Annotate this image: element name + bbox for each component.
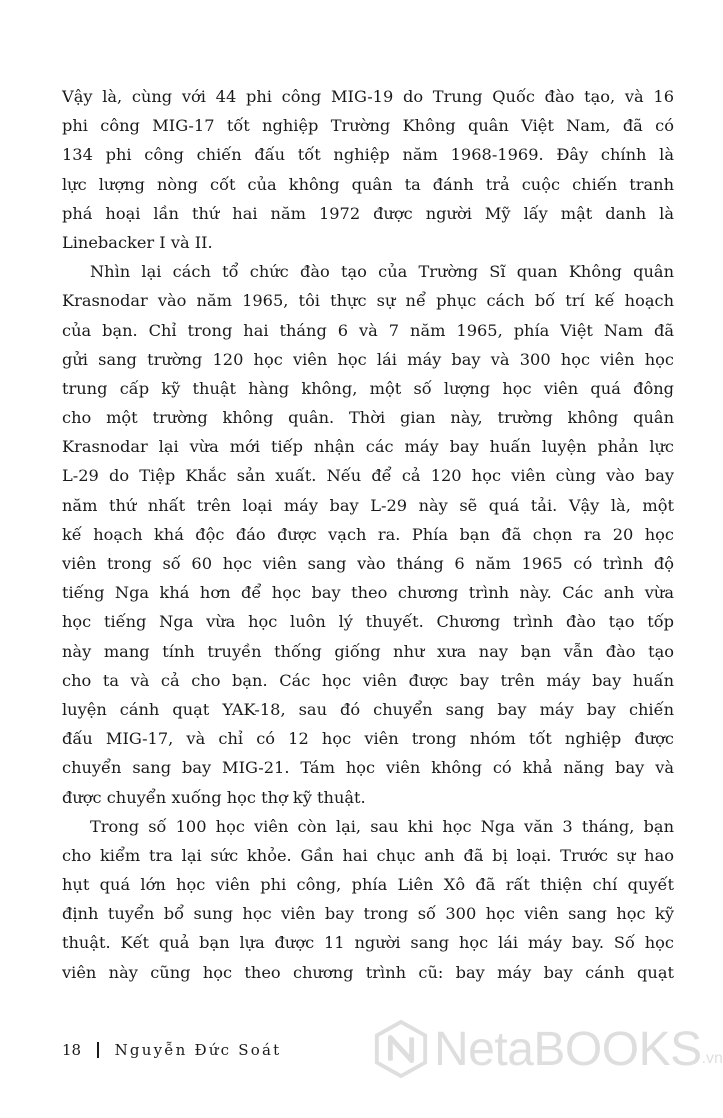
text-line: tiếng Nga khá hơn để học bay theo chương trình này. Các anh vừa [62,583,674,603]
text-line: phá hoại lần thứ hai năm 1972 được người Mỹ lấy mật danh là [62,203,674,223]
text-line: lực lượng nòng cốt của không quân ta đánh trả cuộc chiến tranh [62,174,674,194]
text-line: gửi sang trường 120 học viên học lái máy bay và 300 học viên học [62,349,674,369]
text-line: này mang tính truyền thống giống như xưa nay bạn vẫn đào tạo [62,641,674,661]
text-line: được chuyển xuống học thợ kỹ thuật. [62,787,366,807]
text-line: Linebacker I và II. [62,232,213,252]
watermark [372,1020,723,1078]
text-line: Krasnodar vào năm 1965, tôi thực sự nể phục cách bố trí kế hoạch [62,291,674,311]
text-line: cho ta và cả cho bạn. Các học viên được bay trên máy bay huấn [62,670,674,690]
text-line: Trong số 100 học viên còn lại, sau khi học Nga văn 3 tháng, bạn [90,816,674,836]
text-line: năm thứ nhất trên loại máy bay L-29 này sẽ quá tải. Vậy là, một [62,495,674,515]
text-line: luyện cánh quạt YAK-18, sau đó chuyển sang bay máy bay chiến [62,699,674,719]
text-line: viên trong số 60 học viên sang vào tháng 6 năm 1965 có trình độ [62,554,674,573]
footer-divider [97,1042,99,1058]
text-line: Krasnodar lại vừa mới tiếp nhận các máy bay huấn luyện phản lực [62,437,674,457]
text-line: định tuyển bổ sung học viên bay trong số 300 học viên sang học kỹ [62,904,674,924]
text-line: kế hoạch khá độc đáo được vạch ra. Phía bạn đã chọn ra 20 học [62,524,674,544]
body-text [62,82,674,987]
text-line: Vậy là, cùng với 44 phi công MIG-19 do Trung Quốc đào tạo, và 16 [62,87,674,106]
text-line: chuyển sang bay MIG-21. Tám học viên không có khả năng bay và [62,758,674,778]
neta-logo-icon [372,1020,430,1078]
text-line: phi công MIG-17 tốt nghiệp Trường Không quân Việt Nam, đã có [62,116,674,136]
text-line: L-29 do Tiệp Khắc sản xuất. Nếu để cả 120 học viên cùng vào bay [62,466,674,486]
text-line: Nhìn lại cách tổ chức đào tạo của Trường Sĩ quan Không quân [90,262,674,282]
text-line: đấu MIG-17, và chỉ có 12 học viên trong nhóm tốt nghiệp được [62,729,674,749]
text-line: viên này cũng học theo chương trình cũ: bay máy bay cánh quạt [62,962,674,982]
watermark-brand: NetaBOOKS [434,1022,702,1076]
text-line: thuật. Kết quả bạn lựa được 11 người sang học lái máy bay. Số học [62,933,674,953]
page-footer [62,1041,281,1059]
text-line: học tiếng Nga vừa học luôn lý thuyết. Chương trình đào tạo tốp [62,612,674,632]
watermark-suffix: .vn [701,1050,723,1067]
page-number: 18 [62,1041,82,1059]
text-line: trung cấp kỹ thuật hàng không, một số lượng học viên quá đông [62,378,674,398]
text-line: của bạn. Chỉ trong hai tháng 6 và 7 năm 1965, phía Việt Nam đã [62,320,674,340]
author-name: Nguyễn Đức Soát [114,1041,282,1059]
text-line: 134 phi công chiến đấu tốt nghiệp năm 1968-1969. Đây chính là [62,145,674,165]
text-line: hụt quá lớn học viên phi công, phía Liên Xô đã rất thiện chí quyết [62,875,674,895]
text-line: cho kiểm tra lại sức khỏe. Gần hai chục anh đã bị loại. Trước sự hao [62,845,674,865]
text-line: cho một trường không quân. Thời gian này, trường không quân [62,408,674,428]
